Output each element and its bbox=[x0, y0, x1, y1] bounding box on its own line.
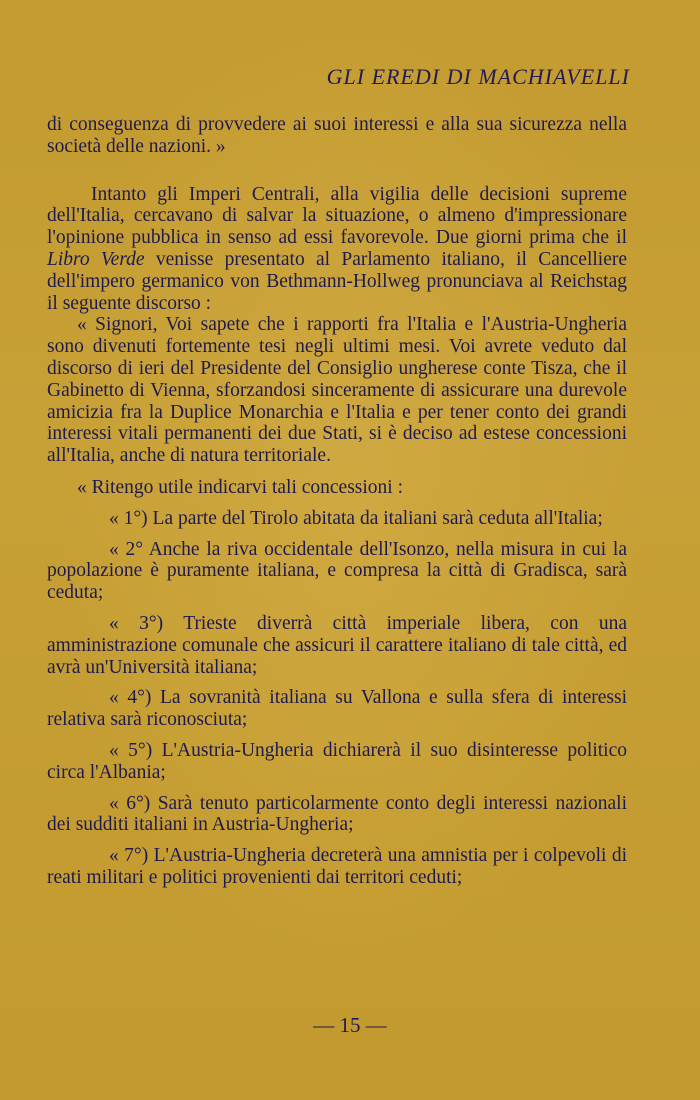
concession-item-5: « 5°) L'Austria-Ungheria dichiarerà il suo disinteresse politico circa l'Albania; bbox=[47, 739, 627, 783]
concession-item-4: « 4°) La sovranità italiana su Vallona e sulla sfera di interessi relativa sarà riconosciuta; bbox=[47, 687, 627, 731]
concession-item-1: « 1°) La parte del Tirolo abitata da italiani sarà ceduta all'Italia; bbox=[109, 507, 603, 529]
speech-paragraph: « Signori, Voi sapete che i rapporti fra l'Italia e l'Austria-Ungheria sono divenuti fortemente tesi negli ultimi mesi. Voi avrete veduto dal discorso di ieri del Presidente del Consiglio ungherese conte Tisza, che il Gabinetto di Vienna, sforzandosi sinceramente di assicurare una durevole amicizia fra la Duplice Monarchia e l'Italia e per tener conto dei grandi interessi vitali permanenti dei due Stati, si è deciso ad estese concessioni all'Italia, anche di natura territoriale. bbox=[47, 314, 627, 467]
paragraph-intro bbox=[47, 184, 627, 315]
body-text bbox=[47, 114, 627, 889]
running-header: GLI EREDI DI MACHIAVELLI bbox=[326, 64, 630, 89]
paragraph-intro-tail: venisse presentato al Parlamento italiano, il Cancelliere dell'impero germanico von Bethmann-Hollweg pronunciava al Reichstag il seguente discorso : bbox=[47, 248, 628, 314]
concession-item-3: « 3°) Trieste diverrà città imperiale libera, con una amministrazione comunale che assicuri il carattere italiano di tale città, ed avrà un'Università italiana; bbox=[47, 612, 627, 678]
paragraph-intro-text: Intanto gli Imperi Centrali, alla vigilia delle decisioni supreme dell'Italia, cercavano di salvar la situazione, o almeno d'impressionare l'opinione pubblica in senso ad essi favorevole. Due giorni prima che il bbox=[47, 183, 627, 249]
concession-item-2: « 2° Anche la riva occidentale dell'Isonzo, nella misura in cui la popolazione è puramente italiana, e compresa la città di Gradisca, sarà ceduta; bbox=[47, 538, 627, 604]
concession-item-6: « 6°) Sarà tenuto particolarmente conto degli interessi nazionali dei sudditi italiani in Austria-Ungheria; bbox=[47, 792, 627, 836]
book-title-italic: Libro Verde bbox=[47, 248, 145, 270]
concession-item-7: « 7°) L'Austria-Ungheria decreterà una amnistia per i colpevoli di reati militari e politici provenienti dai territori ceduti; bbox=[47, 845, 627, 888]
concessions-lead: « Ritengo utile indicarvi tali concessioni : bbox=[77, 476, 404, 498]
paragraph-continuation: di conseguenza di provvedere ai suoi interessi e alla sua sicurezza nella società delle nazioni. » bbox=[47, 114, 627, 157]
page-number: — 15 — bbox=[313, 1013, 387, 1037]
